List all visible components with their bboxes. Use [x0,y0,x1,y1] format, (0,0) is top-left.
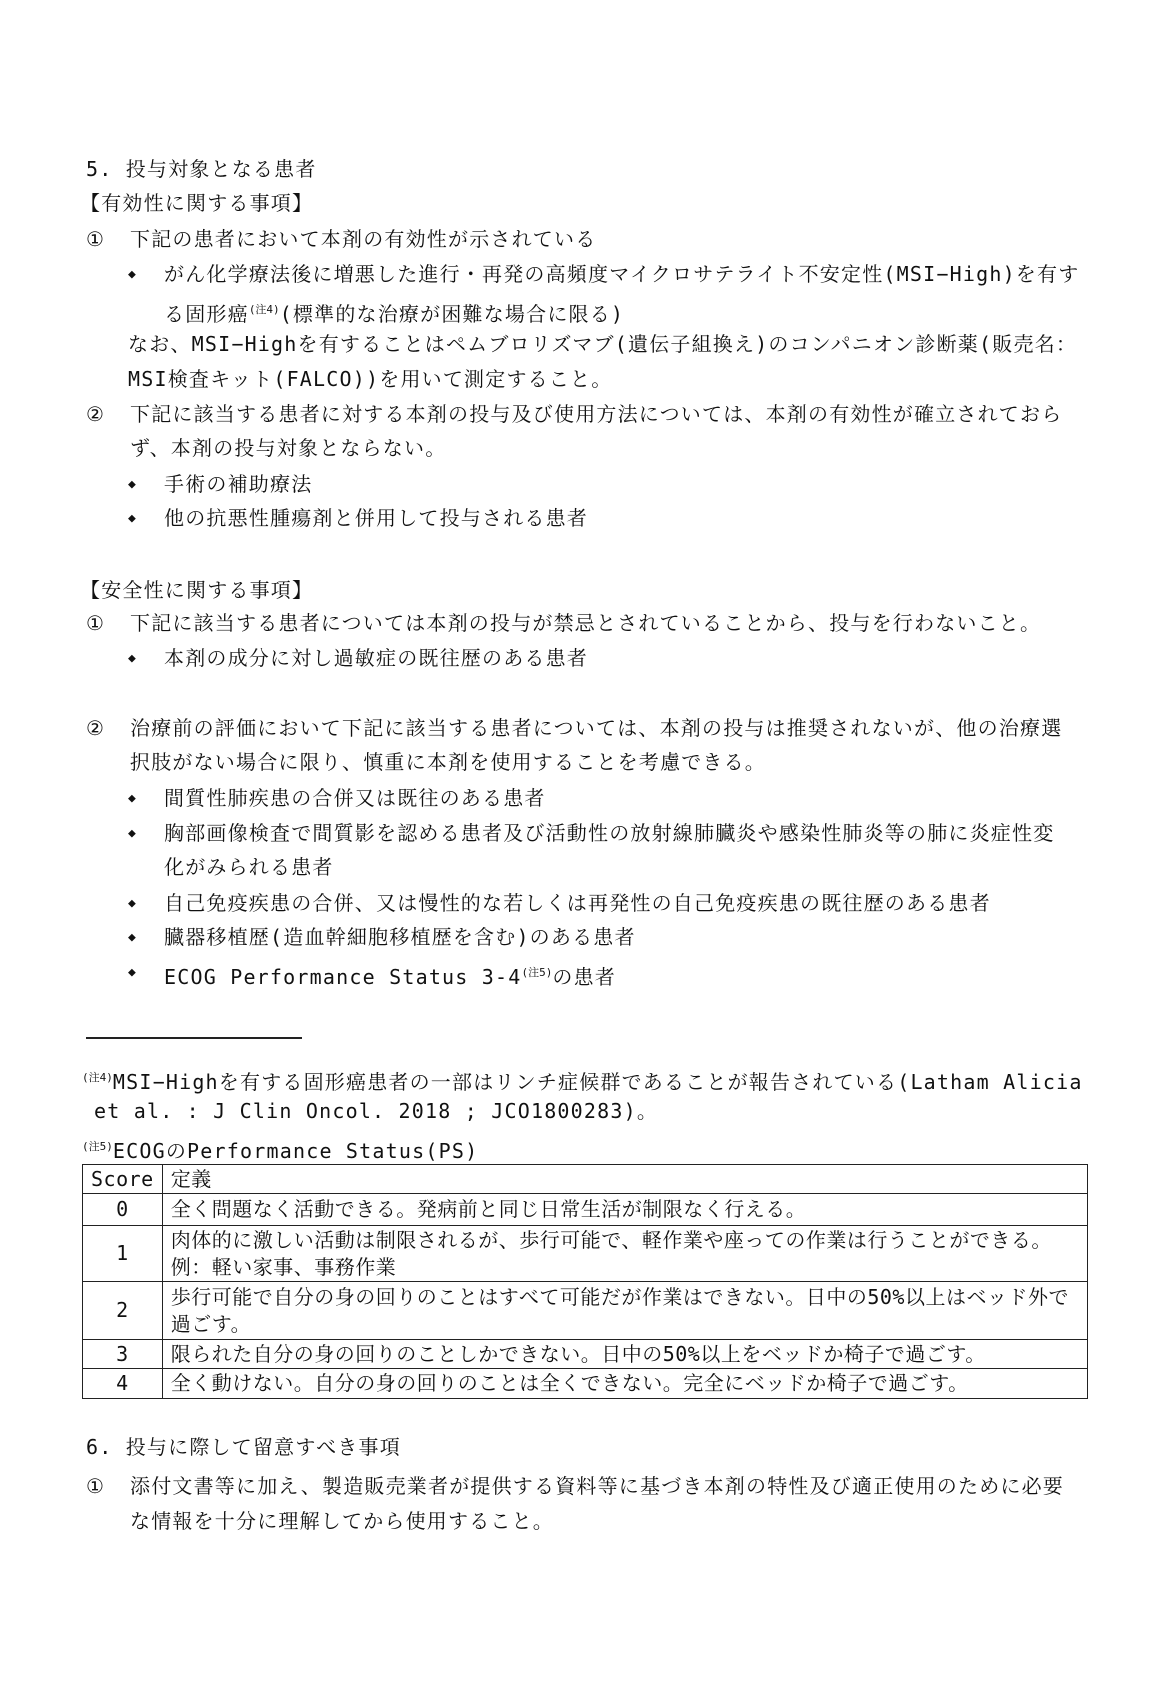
footnote-mark: (注5) [82,1140,113,1153]
bullet-text: (標準的な治療が困難な場合に限る) [279,302,625,326]
table-row [83,1282,1088,1340]
efficacy-bullet-line1: がん化学療法後に増悪した進行・再発の高頻度マイクロサテライト不安定性(MSI−High)を有す [164,262,1080,286]
footnote-ref-5: (注5) [521,966,553,979]
header-definition: 定義 [162,1165,1087,1194]
section6-title: 6. 投与に際して留意すべき事項 [86,1435,401,1459]
list-item: 手術の補助療法 [164,472,313,496]
section5-title: 5. 投与対象となる患者 [86,157,317,181]
table-row [83,1226,1088,1282]
efficacy-item1-text: 下記の患者において本剤の有効性が示されている [130,227,597,251]
diamond-bullet-icon: ◆ [128,651,136,666]
footnote-ref-4: (注4) [248,303,280,316]
list-item: 間質性肺疾患の合併又は既往のある患者 [164,786,546,810]
efficacy-bullet-line2 [164,292,624,332]
list-item [164,955,616,995]
definition-cell: 全く動けない。自分の身の回りのことは全くできない。完全にベッドか椅子で過ごす。 [162,1369,1087,1399]
footnote-text: ECOGのPerformance Status(PS) [112,1139,479,1163]
list-item: 本剤の成分に対し過敏症の既往歴のある患者 [164,646,588,670]
efficacy-item2-line1: 下記に該当する患者に対する本剤の投与及び使用方法については、本剤の有効性が確立されておら [130,402,1063,426]
definition-cell: 全く問題なく活動できる。発病前と同じ日常生活が制限なく行える。 [162,1194,1087,1226]
diamond-bullet-icon: ◆ [128,267,136,282]
footnote-divider [86,1037,302,1039]
definition-cell: 限られた自分の身の回りのことしかできない。日中の50%以上をベッドか椅子で過ごす。 [162,1340,1087,1369]
safety-item2-line2: 択肢がない場合に限り、慎重に本剤を使用することを考慮できる。 [130,750,766,774]
score-cell: 2 [83,1282,163,1340]
section6-item1-line1: 添付文書等に加え、製造販売業者が提供する資料等に基づき本剤の特性及び適正使用のために必要 [130,1474,1064,1498]
list-item: 自己免疫疾患の合併、又は慢性的な若しくは再発性の自己免疫疾患の既往歴のある患者 [164,891,991,915]
diamond-bullet-icon: ◆ [128,477,136,492]
bullet-text: の患者 [552,965,616,989]
bullet-text: ECOG Performance Status 3-4 [164,965,522,989]
definition-cell: 歩行可能で自分の身の回りのことはすべて可能だが作業はできない。日中の50%以上はベッド外で過ごす。 [162,1282,1087,1340]
diamond-bullet-icon: ◆ [128,826,136,841]
list-item: 他の抗悪性腫瘍剤と併用して投与される患者 [164,506,588,530]
table-row [83,1340,1088,1369]
safety-item1-text: 下記に該当する患者については本剤の投与が禁忌とされていることから、投与を行わないこと。 [130,611,1042,635]
diamond-bullet-icon: ◆ [128,896,136,911]
list-item: 胸部画像検査で間質影を認める患者及び活動性の放射線肺臓炎や感染性肺炎等の肺に炎症性変 [164,821,1055,845]
ecog-table [82,1164,1088,1399]
footnote-text: MSI−Highを有する固形癌患者の一部はリンチ症候群であることが報告されている(Latham Alicia [112,1070,1083,1094]
footnote-mark: (注4) [82,1071,113,1084]
score-cell: 0 [83,1194,163,1226]
efficacy-item2-line2: ず、本剤の投与対象とならない。 [130,436,447,460]
table-row [83,1369,1088,1399]
table-header-row [83,1165,1088,1194]
diamond-bullet-icon: ◆ [128,511,136,526]
score-cell: 1 [83,1226,163,1282]
item-marker: ① [86,1474,104,1498]
diamond-bullet-icon: ◆ [128,791,136,806]
safety-item2-line1: 治療前の評価において下記に該当する患者については、本剤の投与は推奨されないが、他の治療選 [130,716,1063,740]
efficacy-heading: 【有効性に関する事項】 [80,191,314,215]
safety-heading: 【安全性に関する事項】 [80,578,314,602]
item-marker: ② [86,716,104,740]
footnote-4-line2: et al. : J Clin Oncol. 2018 ; JCO1800283)。 [94,1099,659,1123]
score-cell: 4 [83,1369,163,1399]
item-marker: ① [86,227,104,251]
diamond-bullet-icon: ◆ [128,965,136,980]
bullet-text: る固形癌 [164,302,249,326]
list-item-continuation: 化がみられる患者 [164,855,334,879]
definition-cell: 肉体的に激しい活動は制限されるが、歩行可能で、軽作業や座っての作業は行うことができる。例：軽い家事、事務作業 [162,1226,1087,1282]
item-marker: ② [86,402,104,426]
item-marker: ① [86,611,104,635]
score-cell: 3 [83,1340,163,1369]
footnote-5 [82,1129,478,1169]
efficacy-note-line2: MSI検査キット(FALCO))を用いて測定すること。 [128,367,613,391]
efficacy-note-line1: なお、MSI−Highを有することはペムブロリズマブ(遺伝子組換え)のコンパニオン診断薬(販売名： [128,332,1078,356]
diamond-bullet-icon: ◆ [128,930,136,945]
table-row [83,1194,1088,1226]
header-score: Score [83,1165,163,1194]
list-item: 臓器移植歴(造血幹細胞移植歴を含む)のある患者 [164,925,636,949]
section6-item1-line2: な情報を十分に理解してから使用すること。 [130,1509,554,1533]
